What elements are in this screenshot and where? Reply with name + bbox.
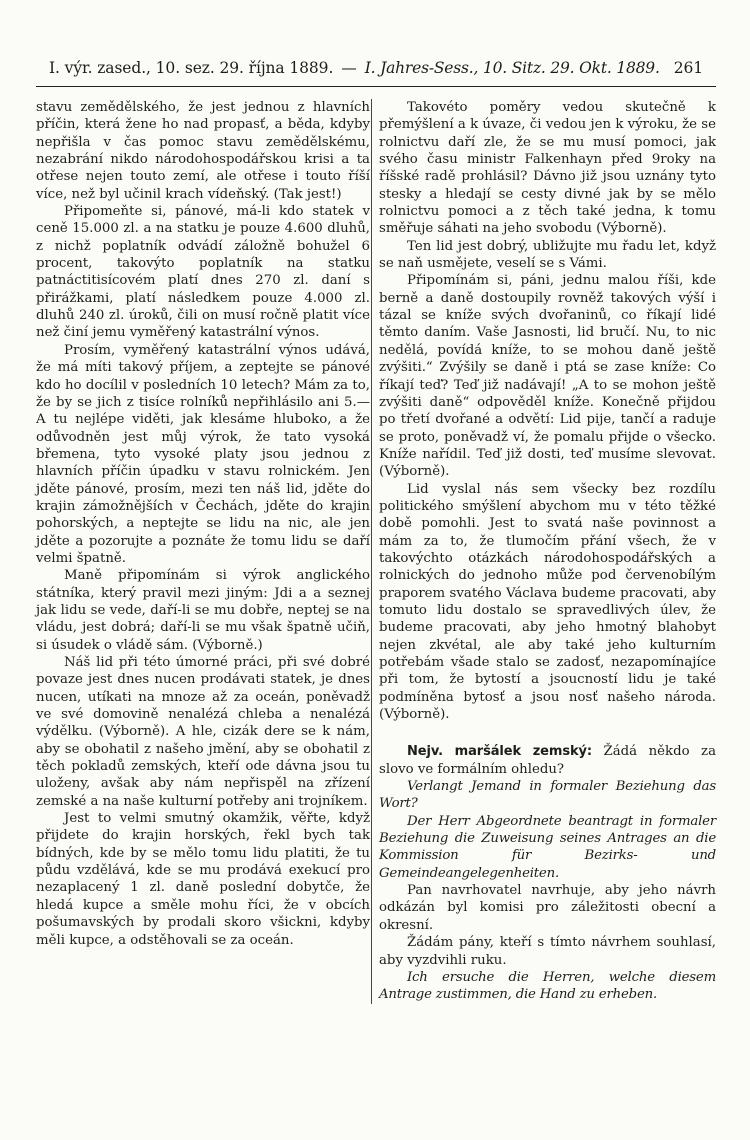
spacer	[379, 723, 716, 743]
german-paragraph: Ich ersuche die Herren, welche diesem Antrage zustimmen, die Hand zu erheben.	[379, 969, 716, 1003]
paragraph: Jest to velmi smutný okamžik, věřte, když přijdete do krajin horských, řekl bych tak bídných, kde by se mělo tomu lidu platiti, že tu půdu vzdělává, kde se mu prodává exekucí pro nezaplacený 1 zl. daně poslední dobytče, že hledá kupce a směle mohu říci, že v obcích pošumavských by prodali skoro všickni, kdyby měli kupce, a odstěhovali se za oceán.	[36, 811, 370, 948]
paragraph: Žádám pány, kteří s tímto návrhem souhlasí, aby vyzdvihli ruku.	[379, 935, 716, 968]
paragraph: Náš lid při této úmorné práci, při své dobré povaze jest dnes nucen prodávati statek, je dnes nucen, utíkati na mnoze až za oceán, poněvadž ve své domovině nenalézá chleba a nenalézá výdělku. (Výborně). A hle, cizák dere se k nám, aby se obohatil z našeho jmění, aby se obohatil z těch pokladů zemských, kteří ode dávna jsou tu uloženy, avšak aby nám nepřispěl na zřízení zemské a na naše kulturní potřeby ani trojníkem.	[36, 655, 370, 809]
paragraph: Takovéto poměry vedou skutečně k přemýšlení a k úvaze, či vedou jen k výroku, že se rolnictvu daří zle, že se mu musí pomoci, jak svého času ministr Falkenhayn před 9roky na říšské radě prohlásil? Dávno již jsou uznány tyto stesky a hledají se cesty divné jak by se mělo rolnictvu pomoci a z těch také jedna, k tomu směřuje sáhati na jeho svobodu (Výborně).	[379, 100, 716, 237]
paragraph: Pan navrhovatel navrhuje, aby jeho návrh odkázán byl komisi pro záležitosti obecní a okresní.	[379, 883, 716, 933]
left-column	[36, 99, 370, 1004]
paragraph: stavu zemědělského, že jest jednou z hlavních příčin, která žene ho nad propasť, a běda, kdyby nepřišla v čas pomoc stavu zemědělskému, nezabrání nikdo národohospodářskou krisi a ta otřese nejen touto zemí, ale otřese i touto říší více, než byl učinil krach vídeňský. (Tak jest!)	[36, 100, 370, 202]
paragraph: Maně připomínám si výrok anglického státníka, který pravil mezi jiným: Jdi a a seznej jak lidu se vede, daří-li se mu dobře, neptej se na vládu, jest dobrá; daří-li se mu však špatně učiň, si úsudek o vládě sám. (Výborně.)	[36, 568, 370, 653]
two-column-body	[36, 99, 716, 1004]
header-rule	[36, 86, 716, 87]
paragraph: Připomínám si, páni, jednu malou říši, kde berně a daně dostoupily rovněž takových výší i tázal se kníže svých dvořaninů, co říkají lidé těmto daním. Vaše Jasnosti, lid bručí. Nu, to nic nedělá, povídá kníže, to se mohou daně ještě zvýšiti.“ Zvýšily se daně i ptá se zase kníže: Co říkají teď? Teď již nadávají! „A to se mohon ještě zvýšiti daně“ odpověděl kníže. Konečně přijdou po třetí dvořané a odvětí: Lid pije, tančí a raduje se proto, poněvadž ví, že pomalu přijde o všecko. Kníže nařídil. Teď již dosti, teď musíme slevovat. (Výborně).	[379, 273, 716, 480]
speaker-text: Žádá někdo za slovo ve formálním ohledu?	[379, 744, 716, 777]
header-german: I. Jahres-Sess., 10. Sitz. 29. Okt. 1889.	[364, 59, 660, 77]
paragraph: Prosím, vyměřený katastrální výnos udává, že má míti takový příjem, a zeptejte se pánové kdo ho docílil v posledních 10 letech? Mám za to, že by se jich z tisíce rolníků nepřihlásilo ani 5.— A tu nejlépe viděti, jak klesáme hluboko, a že odůvodněn jest můj výrok, že tato vysoká břemena, tyto vysoké platy jsou jednou z hlavních příčin úpadku v stavu rolnickém. Jen jděte pánové, prosím, mezi ten náš lid, jděte do krajin zámožnějších v Čechách, jděte do krajin pohorských, a neptejte se lidu na nic, ale jen jděte a pozorujte a poznáte že tomu lidu se daří velmi špatně.	[36, 342, 370, 566]
page-header	[36, 58, 716, 78]
header-czech: I. výr. zased., 10. sez. 29. října 1889.	[48, 59, 334, 77]
right-column	[371, 99, 716, 1004]
paragraph: Připomeňte si, pánové, má-li kdo statek v ceně 15.000 zl. a na statku je pouze 4.600 dluhů, z nichž poplatník odvádí záložně bohužel 6 procent, takovýto poplatník na statku patnáctitisícovém platí dnes 270 zl. daní s přirážkami, platí následkem pouze 4.000 zl. dluhů 240 zl. úroků, čili on musí ročně platit více než činí jemu vyměřený katastrální výnos.	[36, 204, 370, 341]
german-paragraph: Verlangt Jemand in formaler Beziehung das Wort?	[379, 779, 716, 812]
speaker-name: Nejv. maršálek zemský:	[407, 744, 593, 760]
header-dash: —	[341, 59, 357, 77]
page-number: 261	[673, 59, 703, 77]
paragraph: Ten lid jest dobrý, ubližujte mu řadu let, když se naň usmějete, veselí se s Vámi.	[379, 238, 716, 272]
german-paragraph: Der Herr Abgeordnete beantragt in formaler Beziehung die Zuweisung seines Antrages an die Kommission für Bezirks- und Gemeindeangelegenheiten.	[379, 813, 716, 881]
paragraph: Lid vyslal nás sem všecky bez rozdílu politického smýšlení abychom mu v této těžké době pomohli. Jest to svatá naše povinnost a mám za to, že tlumočím přání všech, že v takovýchto otázkách národohospodářských a rolnických do jednoho může pod červenobílým praporem svatého Václava budeme pracovati, aby tomuto lidu dostalo se spravedlivých úlev, že budeme pracovati, aby jeho hmotný blahobyt nejen zkvétal, ale aby také jeho kulturním potřebám všade stalo se zadosť, nezapomínajíce při tom, že bytostí a jsoucností lidu je také podmíněna bytosť a jsou nosť našeho národa. (Výborně).	[379, 481, 716, 723]
speaker-paragraph	[379, 743, 716, 778]
